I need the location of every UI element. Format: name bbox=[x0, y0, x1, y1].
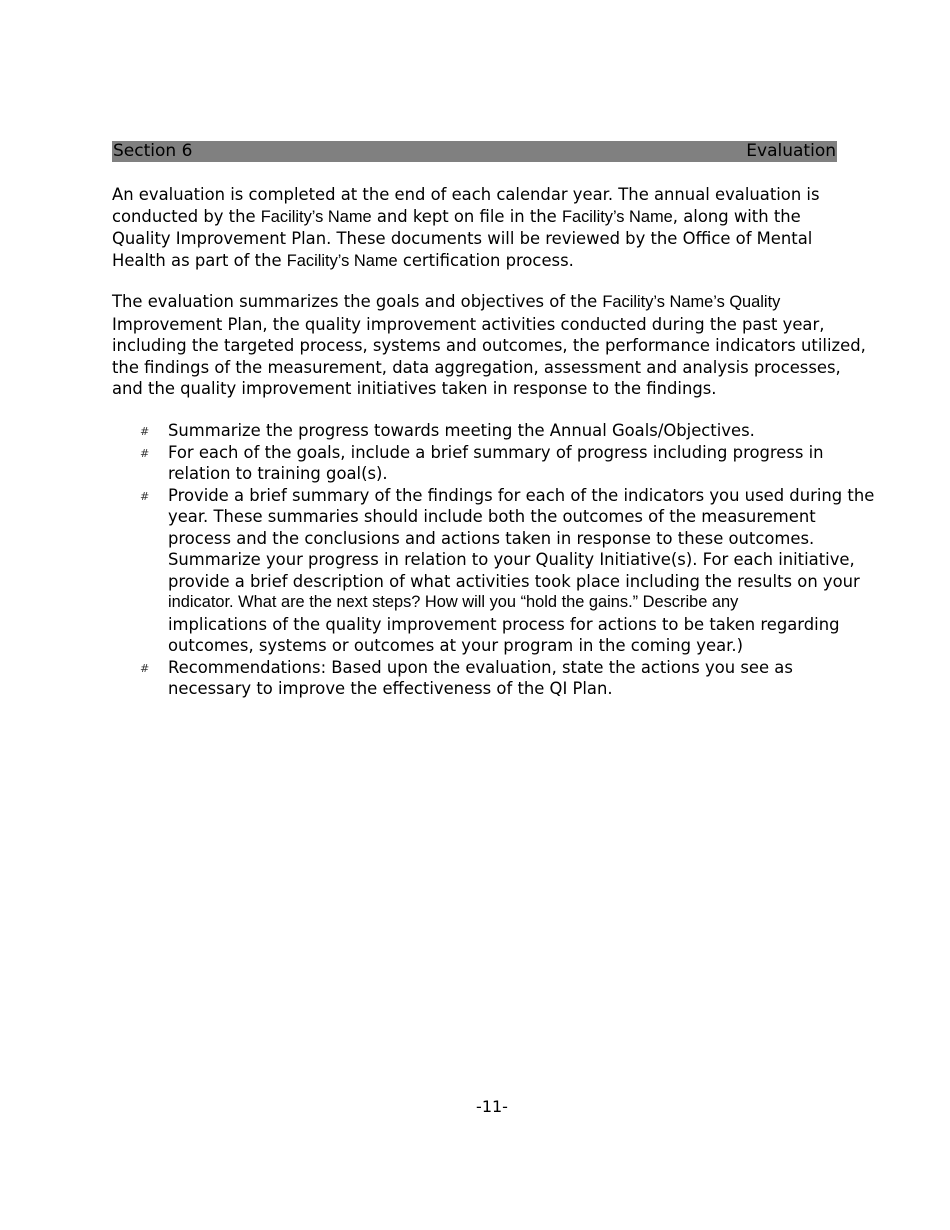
list-item-line: year. These summaries should include both the outcomes of the measurement bbox=[168, 507, 816, 526]
list-item-line: relation to training goal(s). bbox=[168, 464, 388, 483]
page-number: -11- bbox=[476, 1097, 508, 1116]
text-run: certification process. bbox=[397, 250, 574, 270]
text-run: The evaluation summarizes the goals and objectives of the bbox=[112, 292, 603, 311]
paragraph-line: and the quality improvement initiatives taken in response to the findings. bbox=[112, 379, 717, 398]
list-item bbox=[112, 485, 882, 657]
list-item-line: indicator. What are the next steps? How will you “hold the gains.” Describe any bbox=[168, 593, 739, 611]
paragraph-line bbox=[112, 206, 872, 229]
section-title: Evaluation bbox=[746, 141, 836, 161]
paragraph-line: the findings of the measurement, data aggregation, assessment and analysis processes, bbox=[112, 357, 841, 377]
paragraph-line bbox=[112, 250, 872, 273]
section-label: Section 6 bbox=[113, 141, 193, 161]
facility-name-placeholder: Facility’s Name bbox=[561, 207, 673, 226]
text-run: , along with the bbox=[672, 206, 801, 226]
list-item-line: implications of the quality improvement process for actions to be taken regarding bbox=[168, 614, 840, 634]
list-item-line: Recommendations: Based upon the evaluation, state the actions you see as bbox=[168, 657, 793, 677]
list-item-line: outcomes, systems or outcomes at your program in the coming year.) bbox=[168, 636, 743, 655]
facility-name-placeholder: Facility’s Name’s Quality bbox=[602, 293, 781, 311]
list-item-line: necessary to improve the effectiveness of the QI Plan. bbox=[168, 679, 613, 698]
list-item-line: Summarize your progress in relation to your Quality Initiative(s). For each initiative, bbox=[168, 550, 855, 569]
list-item-line: process and the conclusions and actions taken in response to these outcomes. bbox=[168, 528, 815, 548]
list-item bbox=[112, 420, 882, 442]
section-header-bar bbox=[112, 141, 837, 162]
hash-bullet-icon: # bbox=[140, 425, 150, 438]
hash-bullet-icon: # bbox=[140, 489, 150, 503]
list-item bbox=[112, 657, 882, 700]
facility-name-placeholder: Facility’s Name bbox=[286, 251, 398, 270]
list-item bbox=[112, 442, 882, 485]
intro-paragraph bbox=[112, 184, 872, 272]
list-item-line: Summarize the progress towards meeting the Annual Goals/Objectives. bbox=[168, 421, 755, 440]
hash-bullet-icon: # bbox=[140, 446, 150, 460]
facility-name-placeholder: Facility’s Name bbox=[260, 207, 372, 226]
hash-bullet-icon: # bbox=[140, 661, 150, 675]
evaluation-checklist bbox=[112, 420, 882, 700]
paragraph-line bbox=[112, 291, 872, 314]
text-run: and kept on file in the bbox=[371, 206, 562, 226]
paragraph-line: Quality Improvement Plan. These documents will be reviewed by the Office of Mental bbox=[112, 229, 813, 248]
paragraph-line: Improvement Plan, the quality improvement activities conducted during the past year, bbox=[112, 314, 825, 334]
paragraph-line: including the targeted process, systems and outcomes, the performance indicators utilized, bbox=[112, 336, 866, 355]
list-item-line: For each of the goals, include a brief summary of progress including progress in bbox=[168, 442, 824, 462]
list-item-line: provide a brief description of what activities took place including the results on your bbox=[168, 571, 860, 591]
summary-paragraph bbox=[112, 291, 872, 400]
paragraph-line: An evaluation is completed at the end of each calendar year. The annual evaluation is bbox=[112, 185, 820, 204]
list-item-line: Provide a brief summary of the findings for each of the indicators you used during the bbox=[168, 485, 875, 505]
text-run: conducted by the bbox=[112, 206, 261, 226]
text-run: Health as part of the bbox=[112, 250, 287, 270]
